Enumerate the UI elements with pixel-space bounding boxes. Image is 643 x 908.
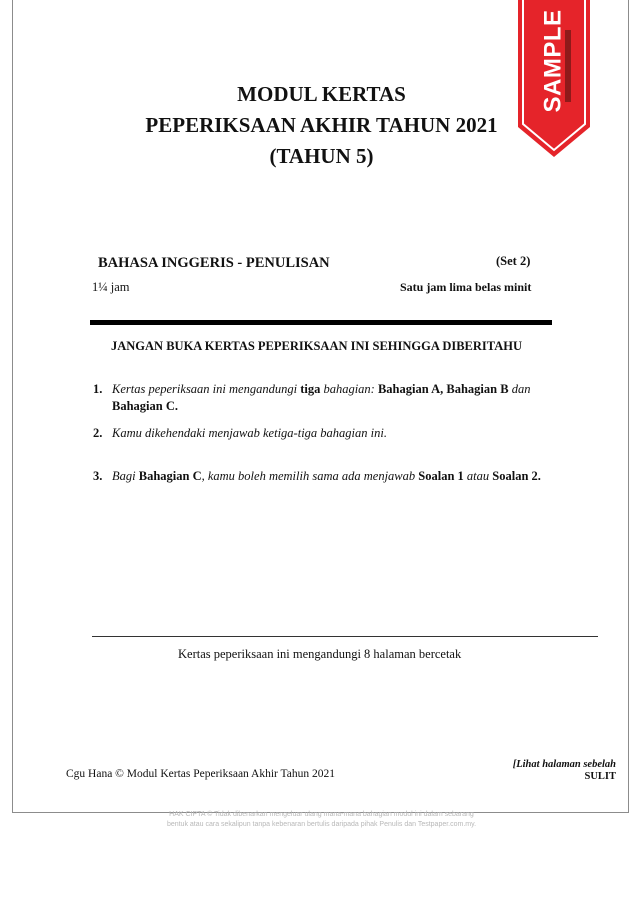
copyright-line-2: bentuk atau cara sekalipun tanpa kebenaran bertulis daripada pihak Penulis dan Testpaper.com.my. — [166, 821, 477, 828]
instruction-number: 2. — [93, 426, 103, 440]
footer-credit: Cgu Hana © Modul Kertas Peperiksaan Akhir Tahun 2021 — [66, 768, 335, 780]
section-divider — [90, 320, 552, 325]
instruction-segment: atau — [463, 469, 493, 483]
instruction-segment: Bahagian A, Bahagian B — [377, 382, 509, 396]
instruction-text — [112, 468, 552, 485]
duration: 1¼ jam — [92, 280, 130, 294]
instruction-segment: Kamu dikehendaki menjawab ketiga-tiga bahagian ini. — [112, 426, 387, 440]
subject-name: BAHASA INGGERIS - PENULISAN — [98, 255, 330, 271]
instruction-number: 3. — [93, 469, 103, 483]
instruction-segment: tiga — [300, 382, 321, 396]
title-line-1: MODUL KERTAS — [237, 82, 406, 106]
title-line-3: (TAHUN 5) — [269, 144, 374, 168]
instruction-segment: . — [537, 469, 541, 483]
set-label: (Set 2) — [496, 254, 531, 268]
instruction-segment: Soalan 1 — [418, 469, 464, 483]
sample-label-text: SAMPLE — [539, 9, 567, 113]
duration-words: Satu jam lima belas minit — [400, 280, 532, 294]
instruction-segment: bahagian: — [320, 382, 378, 396]
instruction-segment: , kamu boleh memilih sama ada menjawab — [201, 469, 419, 483]
warning-text: JANGAN BUKA KERTAS PEPERIKSAAN INI SEHINGGA DIBERITAHU — [111, 339, 522, 353]
instruction-text — [112, 425, 552, 442]
instruction-segment: dan — [508, 382, 531, 396]
instruction-number: 1. — [93, 382, 103, 396]
classification-label: SULIT — [584, 771, 616, 782]
page-count-note: Kertas peperiksaan ini mengandungi 8 halaman bercetak — [178, 647, 462, 661]
instruction-segment: Bahagian C — [138, 469, 202, 483]
instruction-segment: Bahagian C. — [112, 399, 178, 413]
title-line-2: PEPERIKSAAN AKHIR TAHUN 2021 — [145, 113, 498, 137]
instruction-segment: Soalan 2 — [492, 469, 538, 483]
instruction-text — [112, 381, 552, 415]
next-page-note: [Lihat halaman sebelah — [512, 759, 616, 770]
copyright-line-1: HAK CIPTA © Tidak dibenarkan mengeluar ulang mana-mana bahagian modul ini dalam sebarang — [169, 811, 474, 818]
instruction-segment: Kertas peperiksaan ini mengandungi — [112, 382, 301, 396]
footer-divider — [92, 636, 598, 637]
instruction-segment: Bagi — [112, 469, 139, 483]
